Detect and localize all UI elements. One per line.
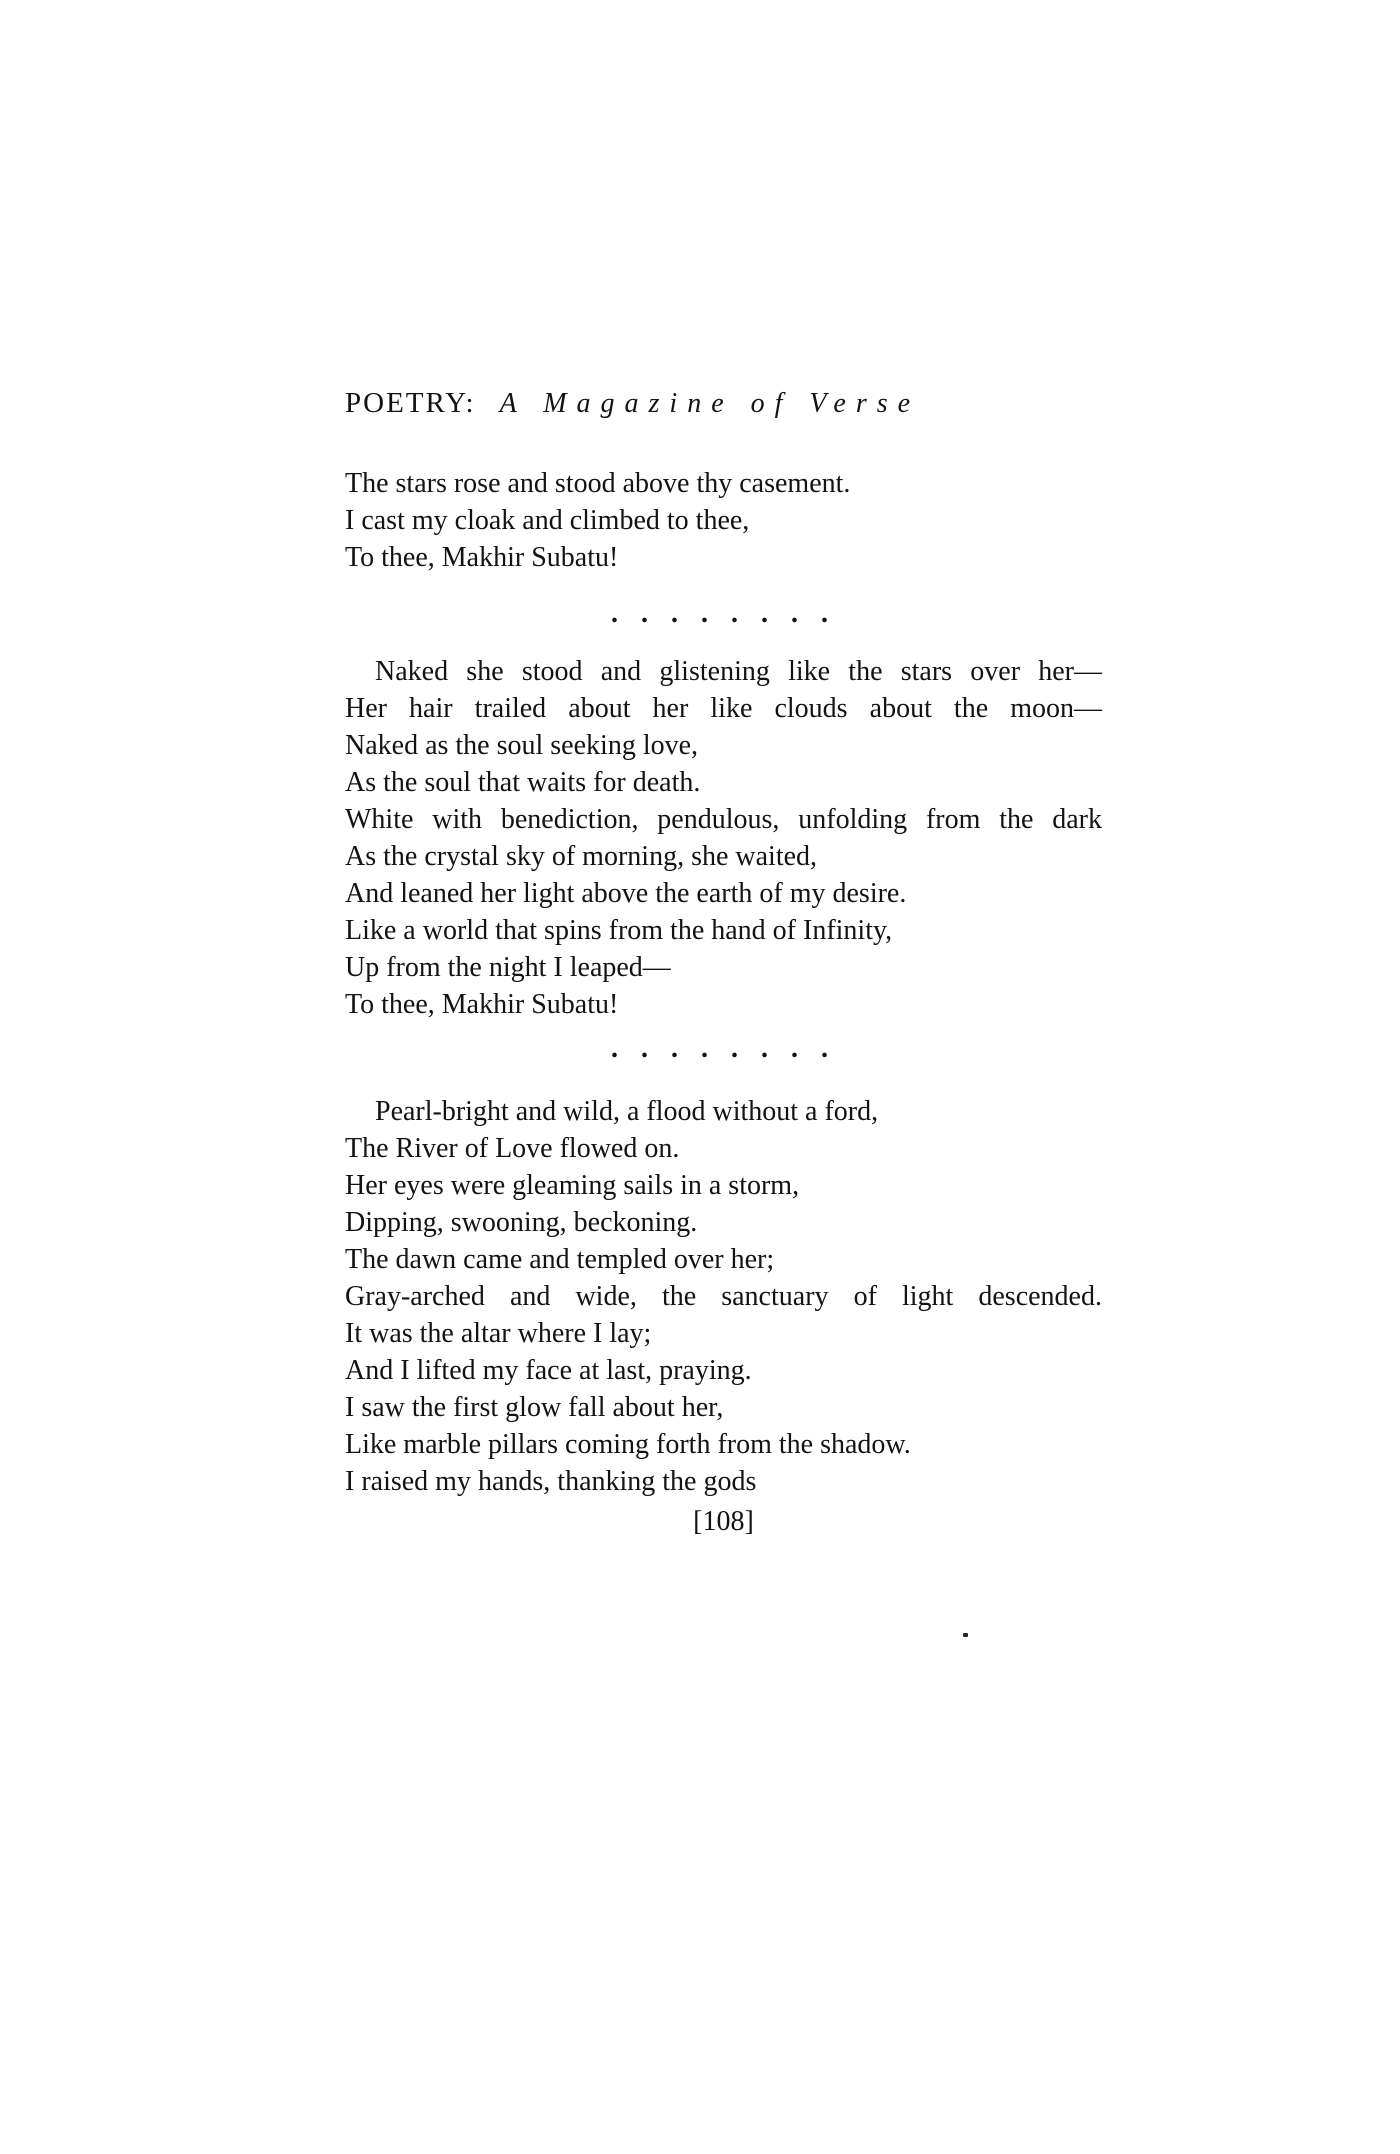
stanza-separator-dots: . . . . . . . . (611, 1033, 836, 1064)
poem-line: The River of Love flowed on. (345, 1133, 680, 1164)
poem-line: I saw the first glow fall about her, (345, 1392, 724, 1423)
poem-line: And I lifted my face at last, praying. (345, 1355, 752, 1386)
poem-line: As the crystal sky of morning, she waited, (345, 841, 818, 872)
poem-line: To thee, Makhir Subatu! (345, 989, 619, 1020)
poem-line: I cast my cloak and climbed to thee, (345, 505, 750, 536)
poem-stanza-1 (345, 465, 1102, 576)
poem-stanza-3 (345, 1093, 1102, 1500)
poem-line: As the soul that waits for death. (345, 767, 701, 798)
poem-line: Naked as the soul seeking love, (345, 730, 699, 761)
poem-line: The dawn came and templed over her; (345, 1244, 775, 1275)
page-number: [108] (693, 1506, 754, 1537)
poem-line: It was the altar where I lay; (345, 1318, 652, 1349)
magazine-title: POETRY: (345, 387, 476, 419)
poem-line: Like a world that spins from the hand of Infinity, (345, 915, 893, 946)
poem-line: The stars rose and stood above thy casement. (345, 468, 851, 499)
poem-line: Her hair trailed about her like clouds about the moon— (345, 693, 1102, 724)
text-column (345, 386, 1102, 1540)
stanza-separator-dots: . . . . . . . . (611, 598, 836, 629)
poem-line: Her eyes were gleaming sails in a storm, (345, 1170, 800, 1201)
poem-stanza-2 (345, 653, 1102, 1023)
poem-line: To thee, Makhir Subatu! (345, 542, 619, 573)
scan-artifact-speck (963, 1633, 968, 1637)
poem-line: Dipping, swooning, beckoning. (345, 1207, 698, 1238)
poem-line: Naked she stood and glistening like the stars over her— (375, 656, 1102, 687)
poem-line: And leaned her light above the earth of my desire. (345, 878, 907, 909)
poem-line: Up from the night I leaped— (345, 952, 671, 983)
poem-line: Like marble pillars coming forth from the shadow. (345, 1429, 911, 1460)
poem-line: Gray-arched and wide, the sanctuary of light descended. (345, 1281, 1102, 1312)
magazine-subtitle: A Magazine of Verse (499, 388, 921, 419)
running-head (345, 386, 1102, 421)
poem-line: Pearl-bright and wild, a flood without a ford, (375, 1096, 879, 1127)
poem-line: I raised my hands, thanking the gods (345, 1466, 757, 1497)
poem-line: White with benediction, pendulous, unfolding from the dark (345, 804, 1102, 835)
